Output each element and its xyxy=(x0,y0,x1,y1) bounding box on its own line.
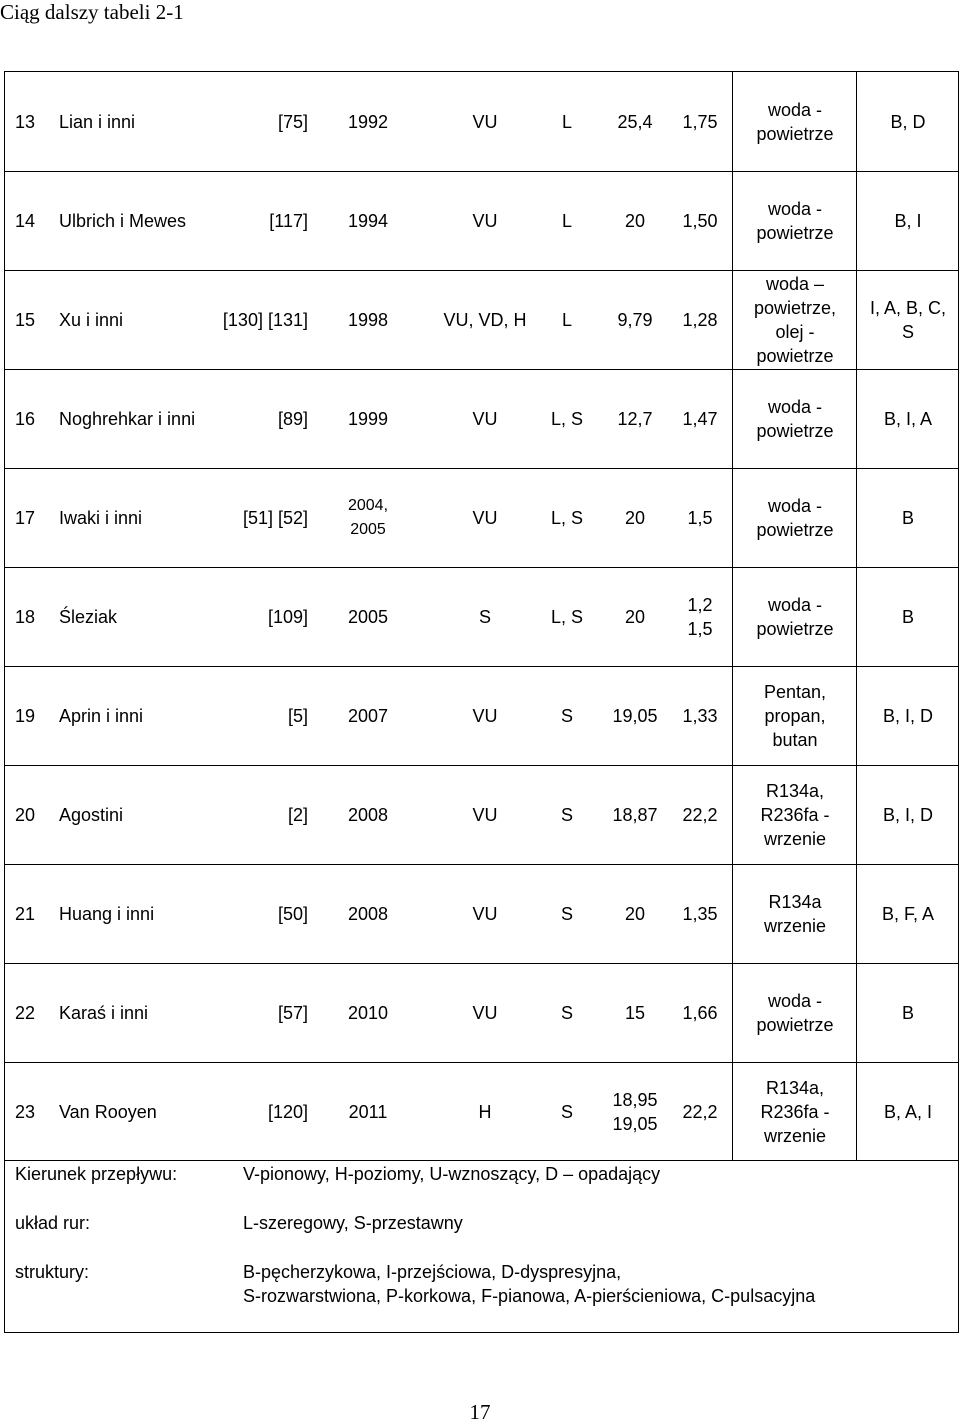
cell-layout-text: S xyxy=(560,1101,573,1122)
cell-diameter xyxy=(605,171,665,270)
cell-ref xyxy=(205,468,308,567)
cell-nr-text: 19 xyxy=(15,705,36,726)
cell-structures-text: B, F, A xyxy=(881,903,935,924)
cell-layout-text: L xyxy=(561,309,572,330)
cell-structures xyxy=(856,864,959,963)
cell-fluid-text: woda - powietrze xyxy=(756,198,834,243)
cell-ratio xyxy=(665,765,735,864)
cell-layout xyxy=(527,171,607,270)
legend-divider xyxy=(5,1160,958,1161)
table-row xyxy=(5,1062,958,1161)
cell-structures-text: B, A, I xyxy=(883,1101,933,1122)
cell-year-text: 2005 xyxy=(347,606,389,627)
cell-diameter xyxy=(605,369,665,468)
cell-ref xyxy=(205,666,308,765)
cell-nr-text: 18 xyxy=(15,606,36,627)
cell-year-text: 2008 xyxy=(347,804,389,825)
cell-nr-text: 14 xyxy=(15,210,36,231)
cell-ratio xyxy=(665,963,735,1062)
cell-diameter-text: 19,05 xyxy=(612,705,658,726)
cell-nr-text: 15 xyxy=(15,309,36,330)
cell-structures xyxy=(856,765,959,864)
cell-year xyxy=(331,171,405,270)
cell-fluid xyxy=(732,864,857,963)
cell-diameter xyxy=(605,765,665,864)
cell-ratio-text: 1,33 xyxy=(682,705,718,726)
cell-year xyxy=(331,567,405,666)
cell-nr xyxy=(15,171,49,270)
cell-fluid-text: R134a, R236fa - wrzenie xyxy=(760,1077,830,1146)
cell-fluid-text: woda - powietrze xyxy=(756,495,834,540)
cell-layout xyxy=(527,1062,607,1161)
cell-year-text: 2004, 2005 xyxy=(347,496,389,538)
cell-ref xyxy=(205,567,308,666)
data-table xyxy=(4,71,959,1333)
cell-year xyxy=(331,270,405,369)
cell-author-text: Agostini xyxy=(59,804,124,825)
cell-ref-text: [109] xyxy=(267,606,308,627)
cell-orient-text: VU xyxy=(472,1002,498,1023)
cell-layout-text: S xyxy=(560,1002,573,1023)
cell-structures xyxy=(856,72,959,171)
cell-ratio xyxy=(665,270,735,369)
cell-year xyxy=(331,369,405,468)
cell-ref xyxy=(205,72,308,171)
cell-fluid xyxy=(732,270,857,369)
cell-author-text: Xu i inni xyxy=(59,309,124,330)
cell-ratio-text: 22,2 xyxy=(682,1101,718,1122)
cell-ref-text: [50] xyxy=(277,903,308,924)
cell-nr-text: 13 xyxy=(15,111,36,132)
row-divider xyxy=(5,171,958,172)
cell-diameter xyxy=(605,270,665,369)
legend-text: B-pęcherzykowa, I-przejściowa, D-dyspresyjna, S-rozwarstwiona, P-korkowa, F-pianowa, A-pierścieniowa, C-pulsacyjna xyxy=(243,1262,816,1306)
cell-nr xyxy=(15,765,49,864)
cell-diameter xyxy=(605,963,665,1062)
table-row xyxy=(5,765,958,864)
cell-diameter xyxy=(605,567,665,666)
cell-structures-text: B, I xyxy=(894,210,922,231)
cell-fluid xyxy=(732,1062,857,1161)
cell-fluid-text: woda - powietrze xyxy=(756,990,834,1035)
row-divider xyxy=(5,369,958,370)
cell-orient-text: VU xyxy=(472,507,498,528)
cell-author-text: Śleziak xyxy=(59,606,118,627)
cell-year xyxy=(331,72,405,171)
cell-ratio xyxy=(665,468,735,567)
row-divider xyxy=(5,468,958,469)
cell-ratio xyxy=(665,1062,735,1161)
table-row xyxy=(5,270,958,369)
cell-year-text: 1992 xyxy=(347,111,389,132)
row-divider xyxy=(5,567,958,568)
cell-ratio-text: 1,5 xyxy=(687,507,713,528)
table-row xyxy=(5,567,958,666)
cell-layout xyxy=(527,765,607,864)
cell-nr-text: 21 xyxy=(15,903,36,924)
cell-ref-text: [5] xyxy=(287,705,308,726)
cell-nr-text: 22 xyxy=(15,1002,36,1023)
cell-ratio-text: 1,47 xyxy=(682,408,718,429)
cell-year-text: 2011 xyxy=(348,1101,388,1122)
cell-year xyxy=(331,1062,405,1161)
cell-ratio-text: 22,2 xyxy=(682,804,718,825)
cell-structures xyxy=(856,270,959,369)
cell-ref xyxy=(205,1062,308,1161)
cell-nr xyxy=(15,1062,49,1161)
table-row xyxy=(5,864,958,963)
cell-year xyxy=(331,468,405,567)
cell-layout xyxy=(527,963,607,1062)
cell-structures-text: I, A, B, C, S xyxy=(869,297,947,342)
cell-fluid xyxy=(732,72,857,171)
cell-author-text: Aprin i inni xyxy=(59,705,144,726)
row-divider xyxy=(5,864,958,865)
cell-ref xyxy=(205,171,308,270)
legend-label: struktury: xyxy=(15,1262,90,1282)
cell-year-text: 2010 xyxy=(347,1002,389,1023)
cell-orient-text: H xyxy=(478,1101,492,1122)
cell-year xyxy=(331,864,405,963)
cell-year-text: 2007 xyxy=(347,705,389,726)
cell-nr-text: 17 xyxy=(15,507,36,528)
cell-nr xyxy=(15,468,49,567)
cell-author-text: Noghrehkar i inni xyxy=(59,408,196,429)
cell-author-text: Ulbrich i Mewes xyxy=(59,210,187,231)
table-row xyxy=(5,468,958,567)
table-row xyxy=(5,171,958,270)
cell-layout-text: L, S xyxy=(550,408,584,429)
cell-fluid-text: woda - powietrze xyxy=(756,396,834,441)
table-row xyxy=(5,963,958,1062)
cell-layout xyxy=(527,666,607,765)
cell-structures xyxy=(856,1062,959,1161)
cell-ratio-text: 1,2 1,5 xyxy=(687,594,713,639)
cell-diameter-text: 18,87 xyxy=(612,804,658,825)
cell-nr xyxy=(15,270,49,369)
cell-author-text: Karaś i inni xyxy=(59,1002,149,1023)
cell-nr-text: 16 xyxy=(15,408,36,429)
cell-structures-text: B xyxy=(901,507,914,528)
cell-diameter-text: 18,95 19,05 xyxy=(612,1089,658,1134)
cell-orient-text: VU xyxy=(472,408,498,429)
cell-fluid xyxy=(732,765,857,864)
row-divider xyxy=(5,270,958,271)
table-row xyxy=(5,666,958,765)
legend-label: układ rur: xyxy=(15,1213,91,1233)
cell-nr-text: 20 xyxy=(15,804,36,825)
cell-layout xyxy=(527,567,607,666)
cell-fluid-text: woda - powietrze xyxy=(756,594,834,639)
cell-layout-text: L, S xyxy=(550,606,584,627)
cell-ref xyxy=(205,270,308,369)
cell-orient-text: VU xyxy=(472,903,498,924)
cell-nr xyxy=(15,567,49,666)
table-row xyxy=(5,369,958,468)
cell-author-text: Huang i inni xyxy=(59,903,155,924)
cell-fluid-text: R134a, R236fa - wrzenie xyxy=(760,780,830,849)
cell-orient-text: VU xyxy=(472,111,498,132)
cell-ref-text: [89] xyxy=(277,408,308,429)
cell-ratio-text: 1,35 xyxy=(682,903,718,924)
cell-fluid xyxy=(732,567,857,666)
cell-structures-text: B xyxy=(901,606,914,627)
table-caption: Ciąg dalszy tabeli 2-1 xyxy=(0,0,184,24)
cell-ref-text: [75] xyxy=(277,111,308,132)
cell-structures xyxy=(856,171,959,270)
cell-ratio-text: 1,75 xyxy=(682,111,718,132)
cell-structures xyxy=(856,963,959,1062)
cell-fluid-text: Pentan, propan, butan xyxy=(763,681,827,750)
cell-fluid xyxy=(732,468,857,567)
cell-diameter-text: 20 xyxy=(624,903,646,924)
cell-orient-text: VU xyxy=(472,210,498,231)
cell-year-text: 1999 xyxy=(347,408,389,429)
cell-layout-text: S xyxy=(560,804,573,825)
cell-year xyxy=(331,765,405,864)
cell-structures xyxy=(856,567,959,666)
cell-orient-text: VU xyxy=(472,705,498,726)
legend-text: L-szeregowy, S-przestawny xyxy=(243,1213,463,1233)
cell-ratio xyxy=(665,666,735,765)
row-divider xyxy=(5,666,958,667)
cell-ref xyxy=(205,369,308,468)
legend-label: Kierunek przepływu: xyxy=(15,1164,178,1184)
cell-structures-text: B, D xyxy=(890,111,926,132)
cell-ratio xyxy=(665,369,735,468)
cell-layout xyxy=(527,369,607,468)
cell-fluid-text: woda - powietrze xyxy=(756,99,834,144)
cell-structures xyxy=(856,468,959,567)
cell-ref-text: [117] xyxy=(269,210,308,231)
cell-layout xyxy=(527,864,607,963)
cell-ratio xyxy=(665,72,735,171)
cell-layout-text: L xyxy=(561,111,572,132)
cell-nr xyxy=(15,72,49,171)
cell-orient-text: VU xyxy=(472,804,498,825)
cell-diameter-text: 9,79 xyxy=(617,309,653,330)
table-row xyxy=(5,72,958,171)
cell-diameter xyxy=(605,1062,665,1161)
cell-structures-text: B xyxy=(901,1002,914,1023)
cell-ratio-text: 1,66 xyxy=(682,1002,718,1023)
cell-author-text: Van Rooyen xyxy=(59,1101,157,1122)
cell-orient-text: S xyxy=(478,606,491,627)
cell-diameter-text: 20 xyxy=(624,606,646,627)
cell-ref-text: [2] xyxy=(287,804,308,825)
cell-ratio xyxy=(665,864,735,963)
cell-structures-text: B, I, D xyxy=(882,804,933,825)
cell-fluid-text: R134a wrzenie xyxy=(763,891,827,936)
cell-ref xyxy=(205,963,308,1062)
cell-ref-text: [51] [52] xyxy=(242,507,308,528)
cell-diameter-text: 20 xyxy=(624,210,646,231)
cell-layout-text: L, S xyxy=(550,507,584,528)
cell-ref xyxy=(205,765,308,864)
cell-fluid xyxy=(732,369,857,468)
cell-nr xyxy=(15,369,49,468)
cell-year-text: 2008 xyxy=(347,903,389,924)
cell-nr-text: 23 xyxy=(15,1101,36,1122)
cell-layout-text: L xyxy=(561,210,572,231)
cell-ratio-text: 1,28 xyxy=(682,309,718,330)
row-divider xyxy=(5,1062,958,1063)
cell-structures xyxy=(856,666,959,765)
row-divider xyxy=(5,963,958,964)
cell-orient-text: VU, VD, H xyxy=(443,309,527,330)
cell-ratio xyxy=(665,567,735,666)
cell-nr xyxy=(15,963,49,1062)
cell-diameter xyxy=(605,864,665,963)
cell-structures xyxy=(856,369,959,468)
cell-year xyxy=(331,666,405,765)
cell-fluid xyxy=(732,963,857,1062)
cell-layout xyxy=(527,270,607,369)
legend-text: V-pionowy, H-poziomy, U-wznoszący, D – opadający xyxy=(243,1164,661,1184)
cell-structures-text: B, I, D xyxy=(882,705,933,726)
cell-ratio-text: 1,50 xyxy=(682,210,718,231)
cell-ref-text: [120] xyxy=(267,1101,308,1122)
cell-diameter xyxy=(605,468,665,567)
cell-nr xyxy=(15,666,49,765)
cell-ref xyxy=(205,864,308,963)
cell-nr xyxy=(15,864,49,963)
cell-structures-text: B, I, A xyxy=(883,408,933,429)
cell-year xyxy=(331,963,405,1062)
cell-diameter xyxy=(605,72,665,171)
cell-diameter-text: 25,4 xyxy=(617,111,653,132)
cell-author-text: Iwaki i inni xyxy=(59,507,143,528)
cell-layout xyxy=(527,72,607,171)
cell-layout-text: S xyxy=(560,903,573,924)
cell-fluid-text: woda – powietrze, olej - powietrze xyxy=(753,273,837,366)
cell-diameter-text: 20 xyxy=(624,507,646,528)
page-number: 17 xyxy=(469,1400,491,1424)
cell-year-text: 1994 xyxy=(347,210,389,231)
cell-layout-text: S xyxy=(560,705,573,726)
cell-layout xyxy=(527,468,607,567)
cell-ref-text: [57] xyxy=(277,1002,308,1023)
cell-fluid xyxy=(732,666,857,765)
cell-diameter xyxy=(605,666,665,765)
cell-year-text: 1998 xyxy=(347,309,389,330)
cell-diameter-text: 15 xyxy=(624,1002,646,1023)
cell-author-text: Lian i inni xyxy=(59,111,136,132)
cell-ratio xyxy=(665,171,735,270)
cell-diameter-text: 12,7 xyxy=(617,408,653,429)
cell-ref-text: [130] [131] xyxy=(222,309,308,330)
cell-fluid xyxy=(732,171,857,270)
row-divider xyxy=(5,765,958,766)
